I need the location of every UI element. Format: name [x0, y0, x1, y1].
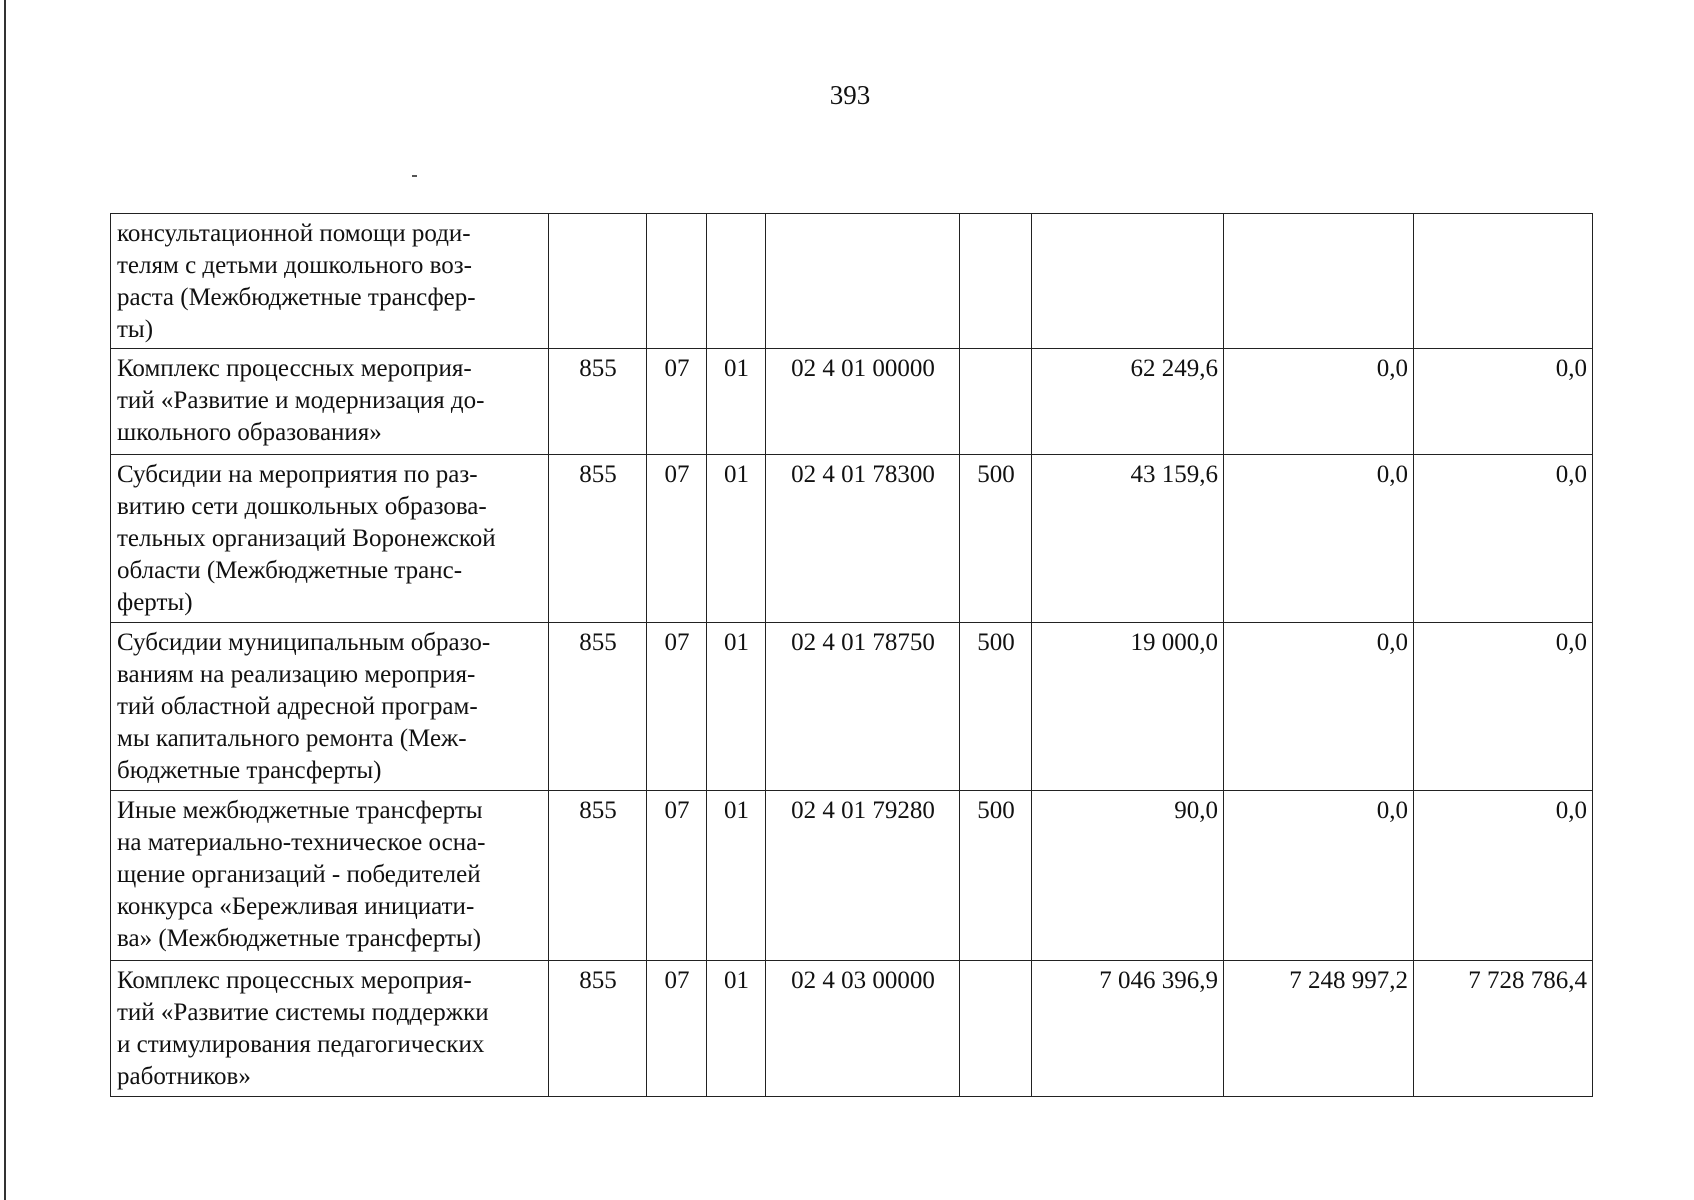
row-target-article-cell: 02 4 01 00000 — [766, 349, 960, 455]
row-amount-year2-cell: 7 248 997,2 — [1224, 961, 1414, 1097]
row-name-cell: консультационной помощи роди- телям с детьми дошкольного воз- раста (Межбюджетные трансфер- ты) — [111, 214, 549, 349]
table-row — [111, 961, 1593, 1097]
row-amount-year2-cell — [1224, 214, 1414, 349]
row-amount-year3-cell — [1414, 214, 1593, 349]
table-row — [111, 791, 1593, 961]
row-target-article-cell: 02 4 01 79280 — [766, 791, 960, 961]
row-amount-year2-cell: 0,0 — [1224, 791, 1414, 961]
row-expense-type-cell — [960, 214, 1032, 349]
budget-table-body — [111, 214, 1593, 1097]
row-expense-type-cell: 500 — [960, 791, 1032, 961]
row-expense-type-cell — [960, 961, 1032, 1097]
row-amount-year3-cell: 0,0 — [1414, 623, 1593, 791]
row-name-cell: Иные межбюджетные трансферты на материально-техническое осна- щение организаций - победителей конкурса «Бережливая инициати- ва» (Межбюджетные трансферты) — [111, 791, 549, 961]
row-amount-year1-cell: 7 046 396,9 — [1032, 961, 1224, 1097]
row-section-cell: 07 — [647, 623, 707, 791]
row-subsection-cell: 01 — [707, 623, 766, 791]
table-row — [111, 623, 1593, 791]
row-grbs-cell: 855 — [549, 623, 647, 791]
row-section-cell — [647, 214, 707, 349]
row-amount-year3-cell: 7 728 786,4 — [1414, 961, 1593, 1097]
scan-speck — [412, 175, 417, 177]
row-subsection-cell: 01 — [707, 791, 766, 961]
row-section-cell: 07 — [647, 961, 707, 1097]
scan-border-line — [4, 0, 6, 1200]
row-grbs-cell: 855 — [549, 791, 647, 961]
row-section-cell: 07 — [647, 791, 707, 961]
row-target-article-cell — [766, 214, 960, 349]
row-grbs-cell — [549, 214, 647, 349]
row-subsection-cell: 01 — [707, 349, 766, 455]
table-row — [111, 455, 1593, 623]
row-name-cell: Субсидии на мероприятия по раз- витию сети дошкольных образова- тельных организаций Воронежской области (Межбюджетные транс- ферты) — [111, 455, 549, 623]
row-name-cell: Субсидии муниципальным образо- ваниям на реализацию мероприя- тий областной адресной програм- мы капитального ремонта (Меж- бюджетные трансферты) — [111, 623, 549, 791]
table-row — [111, 349, 1593, 455]
row-target-article-cell: 02 4 01 78300 — [766, 455, 960, 623]
row-amount-year1-cell: 43 159,6 — [1032, 455, 1224, 623]
row-amount-year1-cell: 19 000,0 — [1032, 623, 1224, 791]
row-grbs-cell: 855 — [549, 349, 647, 455]
row-amount-year2-cell: 0,0 — [1224, 623, 1414, 791]
row-amount-year2-cell: 0,0 — [1224, 455, 1414, 623]
row-subsection-cell: 01 — [707, 455, 766, 623]
page-number: 393 — [829, 80, 871, 110]
row-section-cell: 07 — [647, 455, 707, 623]
row-target-article-cell: 02 4 03 00000 — [766, 961, 960, 1097]
row-amount-year3-cell: 0,0 — [1414, 455, 1593, 623]
table-row — [111, 214, 1593, 349]
row-amount-year1-cell: 90,0 — [1032, 791, 1224, 961]
row-grbs-cell: 855 — [549, 455, 647, 623]
row-expense-type-cell: 500 — [960, 623, 1032, 791]
row-subsection-cell — [707, 214, 766, 349]
row-amount-year3-cell: 0,0 — [1414, 791, 1593, 961]
row-amount-year2-cell: 0,0 — [1224, 349, 1414, 455]
row-amount-year1-cell — [1032, 214, 1224, 349]
row-amount-year1-cell: 62 249,6 — [1032, 349, 1224, 455]
row-target-article-cell: 02 4 01 78750 — [766, 623, 960, 791]
budget-table — [110, 213, 1593, 1097]
row-section-cell: 07 — [647, 349, 707, 455]
row-name-cell: Комплекс процессных мероприя- тий «Развитие и модернизация до- школьного образования» — [111, 349, 549, 455]
row-name-cell: Комплекс процессных мероприя- тий «Развитие системы поддержки и стимулирования педагогических работников» — [111, 961, 549, 1097]
row-subsection-cell: 01 — [707, 961, 766, 1097]
row-grbs-cell: 855 — [549, 961, 647, 1097]
row-expense-type-cell: 500 — [960, 455, 1032, 623]
row-expense-type-cell — [960, 349, 1032, 455]
row-amount-year3-cell: 0,0 — [1414, 349, 1593, 455]
